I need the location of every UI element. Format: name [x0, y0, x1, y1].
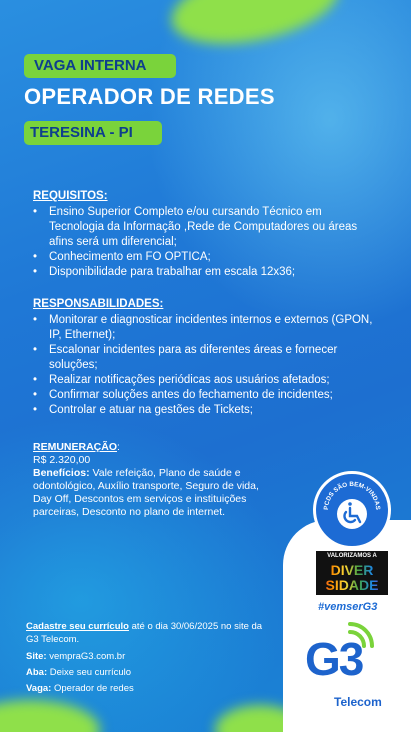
- diversidade-badge: [316, 551, 388, 595]
- responsabilidade-item: • Monitorar e diagnosticar incidentes internos e externos (GPON, IP, Ethernet);: [33, 313, 388, 343]
- responsabilidades-heading: RESPONSABILIDADES:: [33, 298, 164, 310]
- requisito-item: • Ensino Superior Completo e/ou cursando Técnico em Tecnologia da Informação ,Rede de Computadores ou áreas afins será um diferencial;: [33, 205, 378, 250]
- requisitos-heading: REQUISITOS:: [33, 190, 108, 202]
- pcds-badge: [313, 471, 391, 549]
- brand-logo: G3: [305, 633, 363, 685]
- job-title: OPERADOR DE REDES: [24, 84, 275, 109]
- aba-line: Aba: Deixe seu currículo: [26, 667, 132, 678]
- site-line: Site: vempraG3.com.br: [26, 651, 126, 662]
- site-link[interactable]: vempraG3.com.br: [49, 651, 126, 662]
- responsabilidade-item: • Realizar notificações periódicas aos usuários afetados;: [33, 373, 388, 388]
- svg-text:PCDS SÃO BEM-VINDAS: PCDS SÃO BEM-VINDAS: [322, 480, 382, 511]
- location-tag: TERESINA - PI: [24, 121, 162, 145]
- remuneracao-heading: REMUNERAÇÃO:: [33, 441, 120, 453]
- diversidade-line2: SIDADE: [318, 578, 386, 592]
- responsabilidade-item: • Confirmar soluções antes do fechamento de incidentes;: [33, 388, 388, 403]
- remuneracao-section: [33, 441, 273, 519]
- beneficios-text: Benefícios: Vale refeição, Plano de saúde e odontológico, Auxílio transporte, Seguro de vida, Day Off, Descontos em serviços e instituições parceiras, Desconto no plano de internet.: [33, 467, 259, 518]
- responsabilidade-item: • Escalonar incidentes para as diferentes áreas e fornecer soluções;: [33, 343, 388, 373]
- pcds-badge-art: [316, 474, 388, 546]
- job-type-tag: VAGA INTERNA: [24, 54, 176, 78]
- requisito-item: • Conhecimento em FO OPTICA;: [33, 250, 378, 265]
- green-blob-top: [165, 0, 346, 57]
- brand-logo-sub: Telecom: [334, 695, 382, 709]
- requisito-item: • Disponibilidade para trabalhar em escala 12x36;: [33, 265, 378, 280]
- green-blob-bottom-left: [0, 700, 100, 732]
- application-info: [26, 620, 276, 697]
- responsabilidades-section: [33, 297, 388, 418]
- diversidade-line1: DIVER: [318, 563, 386, 577]
- requisitos-section: [33, 189, 378, 280]
- hashtag: #vemserG3: [318, 601, 378, 613]
- vaga-line: Vaga: Operador de redes: [26, 683, 134, 694]
- responsabilidade-item: • Controlar e atuar na gestões de Tickets;: [33, 403, 388, 418]
- cadastre-line: Cadastre seu currículo até o dia 30/06/2025 no site da G3 Telecom.: [26, 621, 263, 645]
- salary-value: R$ 2.320,00: [33, 454, 91, 466]
- diversidade-small-text: VALORIZAMOS A: [327, 553, 377, 559]
